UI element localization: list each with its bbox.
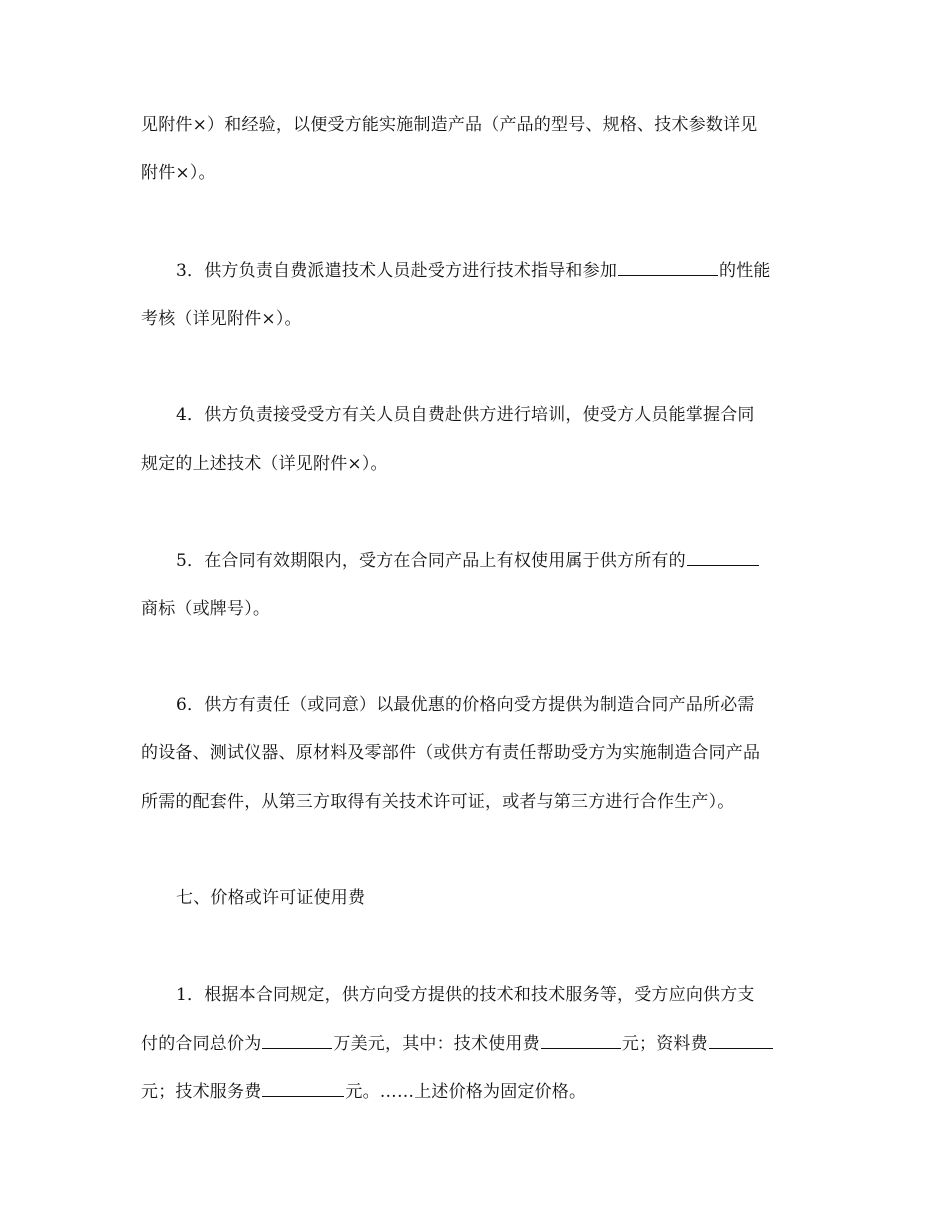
paragraph-line: 规定的上述技术（详见附件×）。 [141,454,388,474]
paragraph-line: 见附件×）和经验，以便受方能实施制造产品（产品的型号、规格、技术参数详见 [141,115,758,135]
paragraph-line: 的设备、测试仪器、原材料及零部件（或供方有责任帮助受方为实施制造合同产品 [141,743,761,763]
fill-in-blank [618,259,718,276]
paragraph-line: 商标（或牌号）。 [141,599,271,619]
clause-5-line [176,549,760,572]
fill-in-blank [262,1080,344,1097]
price-text: 元；技术服务费 [141,1082,262,1102]
fill-in-blank [709,1032,773,1049]
clause-3-text: 3．供方负责自费派遣技术人员赴受方进行技术指导和参加 [176,261,618,281]
paragraph-line: 附件×）。 [141,163,216,183]
clause-3-line [176,259,771,282]
fill-in-blank [687,549,759,566]
paragraph-line: 所需的配套件，从第三方取得有关技术许可证，或者与第三方进行合作生产）。 [141,792,735,812]
section-heading: 七、价格或许可证使用费 [176,888,366,908]
price-text: 元；资料费 [621,1034,708,1054]
fill-in-blank [541,1032,621,1049]
price-text: 付的合同总价为 [141,1034,262,1054]
price-line [141,1080,586,1103]
clause-5-text: 5．在合同有效期限内，受方在合同产品上有权使用属于供方所有的 [176,551,686,571]
price-text: 万美元，其中：技术使用费 [333,1034,540,1054]
clause-6-line: 6．供方有责任（或同意）以最优惠的价格向受方提供为制造合同产品所必需 [176,695,755,715]
clause-7-1-line: 1．根据本合同规定，供方向受方提供的技术和技术服务等，受方应向供方支 [176,985,755,1005]
clause-3-text-end: 的性能 [719,261,771,281]
price-text: 元。……上述价格为固定价格。 [345,1082,587,1102]
clause-4-line: 4．供方负责接受受方有关人员自费赴供方进行培训，使受方人员能掌握合同 [176,405,755,425]
paragraph-line: 考核（详见附件×）。 [141,309,302,329]
fill-in-blank [262,1032,332,1049]
price-line [141,1032,774,1055]
